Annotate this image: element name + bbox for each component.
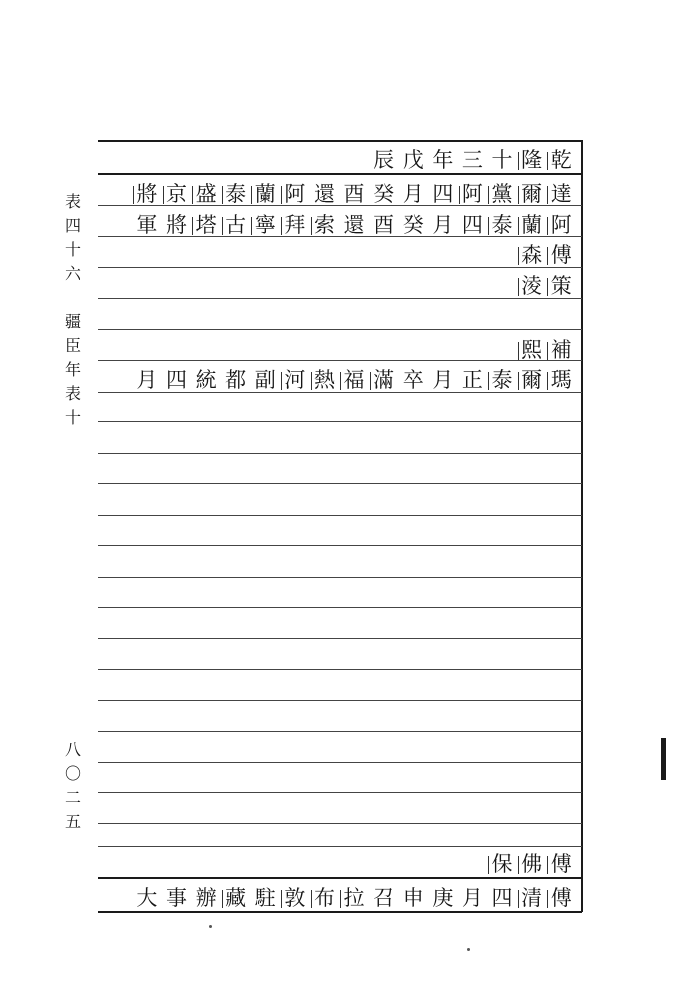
table-cell-char: 軍 — [136, 213, 158, 237]
table-cell-char: 達 — [546, 180, 576, 208]
table-cell-char: 辰 — [373, 148, 395, 172]
table-cell-char: 正 — [461, 368, 483, 392]
table-cell-char: 塔 — [191, 211, 221, 239]
table-cell-char: 統 — [195, 368, 217, 392]
table-rule — [98, 140, 582, 142]
table-rule — [98, 846, 582, 847]
margin-char: 二 — [64, 788, 81, 807]
table-rule — [98, 669, 582, 670]
table-rule — [98, 453, 582, 454]
table-cell-char: 月 — [461, 886, 483, 910]
table-cell-char: 傅 — [546, 850, 576, 878]
table-row — [98, 146, 580, 174]
table-cell-char: 副 — [254, 368, 276, 392]
table-cell-char: 寧 — [250, 211, 280, 239]
margin-char: 疆 — [64, 312, 81, 331]
table-rule — [98, 607, 582, 608]
table-cell-char: 福 — [339, 366, 369, 394]
ink-dot — [467, 948, 470, 951]
table-cell-char: 補 — [546, 336, 576, 364]
table-cell-char: 森 — [517, 241, 547, 269]
table-cell-char: 阿 — [458, 180, 488, 208]
table-rule — [98, 700, 582, 701]
table-cell-char: 滿 — [369, 366, 399, 394]
table-cell-char: 索 — [310, 211, 340, 239]
table-cell-char: 清 — [517, 884, 547, 912]
table-cell-char: 戊 — [402, 148, 424, 172]
table-rule — [98, 545, 582, 546]
table-cell-char: 佛 — [517, 850, 547, 878]
table-rule — [98, 638, 582, 639]
table-cell-char: 黨 — [487, 180, 517, 208]
margin-char: 表 — [64, 192, 81, 211]
table-row — [98, 241, 580, 269]
table-rule — [98, 577, 582, 578]
table-cell-char: 淩 — [517, 272, 547, 300]
table-cell-char: 盛 — [191, 180, 221, 208]
table-cell-char: 三 — [461, 148, 483, 172]
table-cell-char: 還 — [343, 213, 365, 237]
table-cell-char: 拜 — [280, 211, 310, 239]
table-rule — [98, 483, 582, 484]
table-cell-char: 還 — [313, 182, 335, 206]
table-row — [98, 366, 580, 394]
table-cell-char: 河 — [280, 366, 310, 394]
table-cell-char: 酉 — [343, 182, 365, 206]
table-rule — [98, 823, 582, 824]
margin-char: 十 — [64, 408, 81, 427]
table-cell-char: 隆 — [517, 146, 547, 174]
table-cell-char: 年 — [432, 148, 454, 172]
table-cell-char: 月 — [432, 213, 454, 237]
table-cell-char: 將 — [165, 213, 187, 237]
table-row — [98, 180, 580, 208]
table-rule — [98, 792, 582, 793]
table-cell-char: 四 — [432, 182, 454, 206]
table-cell-char: 辦 — [195, 886, 217, 910]
table-cell-char: 傅 — [546, 884, 576, 912]
table-cell-char: 古 — [221, 211, 251, 239]
table-cell-char: 傅 — [546, 241, 576, 269]
table-cell-char: 爾 — [517, 366, 547, 394]
table-row — [98, 336, 580, 364]
table-cell-char: 泰 — [487, 211, 517, 239]
table-cell-char: 四 — [491, 886, 513, 910]
page-number-vertical — [62, 738, 84, 834]
table-row — [98, 272, 580, 300]
running-head-vertical — [62, 190, 84, 430]
table-row — [98, 211, 580, 239]
table-cell-char: 月 — [136, 368, 158, 392]
table-cell-char: 事 — [165, 886, 187, 910]
ink-dot — [209, 925, 212, 928]
table-cell-char: 蘭 — [517, 211, 547, 239]
table-cell-char: 阿 — [280, 180, 310, 208]
table-cell-char: 酉 — [373, 213, 395, 237]
table-cell-char: 敦 — [280, 884, 310, 912]
table-row — [98, 850, 580, 878]
table-cell-char: 癸 — [373, 182, 395, 206]
table-cell-char: 都 — [225, 368, 247, 392]
table-cell-char: 十 — [491, 148, 513, 172]
table-cell-char: 瑪 — [546, 366, 576, 394]
table-cell-char: 拉 — [339, 884, 369, 912]
margin-char: 五 — [64, 812, 81, 831]
table-cell-char: 月 — [402, 182, 424, 206]
table-cell-char: 策 — [546, 272, 576, 300]
table-cell-char: 藏 — [221, 884, 251, 912]
table-row — [98, 884, 580, 912]
margin-char: 表 — [64, 384, 81, 403]
table-cell-char: 大 — [136, 886, 158, 910]
margin-char: 十 — [64, 240, 81, 259]
table-cell-char: 京 — [162, 180, 192, 208]
table-cell-char: 四 — [461, 213, 483, 237]
table-rule — [98, 762, 582, 763]
table-cell-char: 癸 — [402, 213, 424, 237]
table-cell-char: 庚 — [432, 886, 454, 910]
table-cell-char: 布 — [310, 884, 340, 912]
margin-char: 〇 — [64, 764, 81, 783]
margin-char: 年 — [64, 360, 81, 379]
margin-char: 六 — [64, 264, 81, 283]
margin-char: 八 — [64, 740, 81, 759]
table-cell-char: 熙 — [517, 336, 547, 364]
table-cell-char: 召 — [373, 886, 395, 910]
margin-mark — [661, 738, 666, 780]
margin-char: 四 — [64, 216, 81, 235]
table-cell-char: 阿 — [546, 211, 576, 239]
table-cell-char: 泰 — [221, 180, 251, 208]
table-cell-char: 泰 — [487, 366, 517, 394]
table-cell-char: 駐 — [254, 886, 276, 910]
table-rule — [98, 515, 582, 516]
table-cell-char: 卒 — [402, 368, 424, 392]
table-cell-char: 蘭 — [250, 180, 280, 208]
margin-char: 臣 — [64, 336, 81, 355]
table-rule — [98, 421, 582, 422]
table-cell-char: 熱 — [310, 366, 340, 394]
table-cell-char: 保 — [487, 850, 517, 878]
table-cell-char: 四 — [165, 368, 187, 392]
table-cell-char: 申 — [402, 886, 424, 910]
table-rule — [98, 731, 582, 732]
table-cell-char: 月 — [432, 368, 454, 392]
table-cell-char: 爾 — [517, 180, 547, 208]
table-cell-char: 將 — [132, 180, 162, 208]
table-cell-char: 乾 — [546, 146, 576, 174]
table-rule — [98, 329, 582, 330]
